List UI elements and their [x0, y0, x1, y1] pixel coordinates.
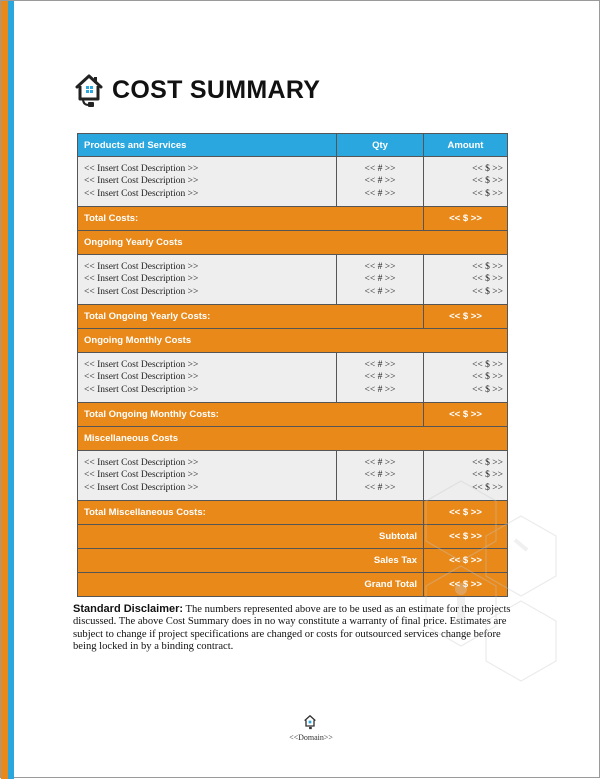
cost-description: << Insert Cost Description >> [84, 188, 199, 199]
left-orange-stripe [1, 1, 8, 779]
cost-descriptions [78, 451, 337, 501]
cost-description: << Insert Cost Description >> [84, 359, 199, 370]
section-heading-row [78, 329, 508, 353]
cost-qty: << # >> [364, 372, 396, 383]
cost-description: << Insert Cost Description >> [84, 274, 199, 285]
disclaimer-label: Standard Disclaimer: [73, 603, 184, 615]
cost-qty: << # >> [364, 274, 396, 285]
subtotal-label: Subtotal [78, 525, 424, 549]
cost-qty: << # >> [364, 457, 396, 468]
cost-amount: << $ >> [472, 482, 503, 493]
cost-amount: << $ >> [472, 384, 503, 395]
left-blue-stripe [8, 1, 14, 779]
cost-qty: << # >> [364, 176, 396, 187]
total-label: Total Ongoing Monthly Costs: [78, 403, 424, 427]
cost-description: << Insert Cost Description >> [84, 457, 199, 468]
total-value: << $ >> [424, 501, 508, 525]
cost-description: << Insert Cost Description >> [84, 372, 199, 383]
cost-qty: << # >> [364, 470, 396, 481]
cost-description: << Insert Cost Description >> [84, 286, 199, 297]
total-label: Total Costs: [78, 207, 424, 231]
cost-qty: << # >> [364, 384, 396, 395]
cost-amount: << $ >> [472, 359, 503, 370]
page-title: COST SUMMARY [112, 75, 321, 104]
sales-tax-value: << $ >> [424, 549, 508, 573]
section-heading: Miscellaneous Costs [78, 427, 508, 451]
total-row [78, 305, 508, 329]
cost-quantities [337, 353, 424, 403]
cost-amounts [424, 255, 508, 305]
section-heading: Ongoing Yearly Costs [78, 231, 508, 255]
column-header-products: Products and Services [78, 134, 337, 157]
table-row [78, 255, 508, 305]
cost-qty: << # >> [364, 286, 396, 297]
cost-amounts [424, 157, 508, 207]
cost-qty: << # >> [364, 482, 396, 493]
total-row [78, 403, 508, 427]
total-value: << $ >> [424, 305, 508, 329]
cost-amount: << $ >> [472, 188, 503, 199]
cost-description: << Insert Cost Description >> [84, 176, 199, 187]
cost-quantities [337, 255, 424, 305]
disclaimer-text: The numbers represented above are to be used as an estimate for the projects discussed. The above Cost Summary does in no way constitute a warranty of final price. Estimates are subject to change if project specifications are changed or costs for outsourced services change before being locked in by a binding contract. [73, 604, 511, 653]
cost-amount: << $ >> [472, 176, 503, 187]
section-heading-row [78, 231, 508, 255]
cost-descriptions [78, 353, 337, 403]
cost-amount: << $ >> [472, 286, 503, 297]
total-value: << $ >> [424, 403, 508, 427]
cost-amount: << $ >> [472, 274, 503, 285]
cost-amounts [424, 353, 508, 403]
grand-total-label: Grand Total [78, 573, 424, 597]
cost-amount: << $ >> [472, 457, 503, 468]
grand-total-value: << $ >> [424, 573, 508, 597]
section-heading: Ongoing Monthly Costs [78, 329, 508, 353]
cost-qty: << # >> [364, 261, 396, 272]
cost-qty: << # >> [364, 188, 396, 199]
cost-description: << Insert Cost Description >> [84, 163, 199, 174]
total-label: Total Miscellaneous Costs: [78, 501, 424, 525]
cost-description: << Insert Cost Description >> [84, 470, 199, 481]
total-value: << $ >> [424, 207, 508, 231]
cost-amount: << $ >> [472, 163, 503, 174]
table-row [78, 157, 508, 207]
house-plug-icon [303, 714, 317, 730]
page-header [74, 71, 320, 109]
house-plug-icon [74, 72, 104, 108]
cost-descriptions [78, 157, 337, 207]
cost-qty: << # >> [364, 359, 396, 370]
column-header-qty: Qty [337, 134, 424, 157]
cost-amount: << $ >> [472, 470, 503, 481]
cost-description: << Insert Cost Description >> [84, 384, 199, 395]
section-heading-row [78, 427, 508, 451]
subtotal-value: << $ >> [424, 525, 508, 549]
cost-descriptions [78, 255, 337, 305]
footer-domain: <<Domain>> [289, 733, 333, 742]
total-label: Total Ongoing Yearly Costs: [78, 305, 424, 329]
cost-amount: << $ >> [472, 372, 503, 383]
sales-tax-label: Sales Tax [78, 549, 424, 573]
cost-amount: << $ >> [472, 261, 503, 272]
table-header-row [78, 134, 508, 157]
cost-quantities [337, 157, 424, 207]
table-row [78, 353, 508, 403]
cost-description: << Insert Cost Description >> [84, 482, 199, 493]
cost-qty: << # >> [364, 163, 396, 174]
column-header-amount: Amount [424, 134, 508, 157]
watermark-hexagon-graphic [401, 471, 571, 701]
total-row [78, 207, 508, 231]
cost-description: << Insert Cost Description >> [84, 261, 199, 272]
